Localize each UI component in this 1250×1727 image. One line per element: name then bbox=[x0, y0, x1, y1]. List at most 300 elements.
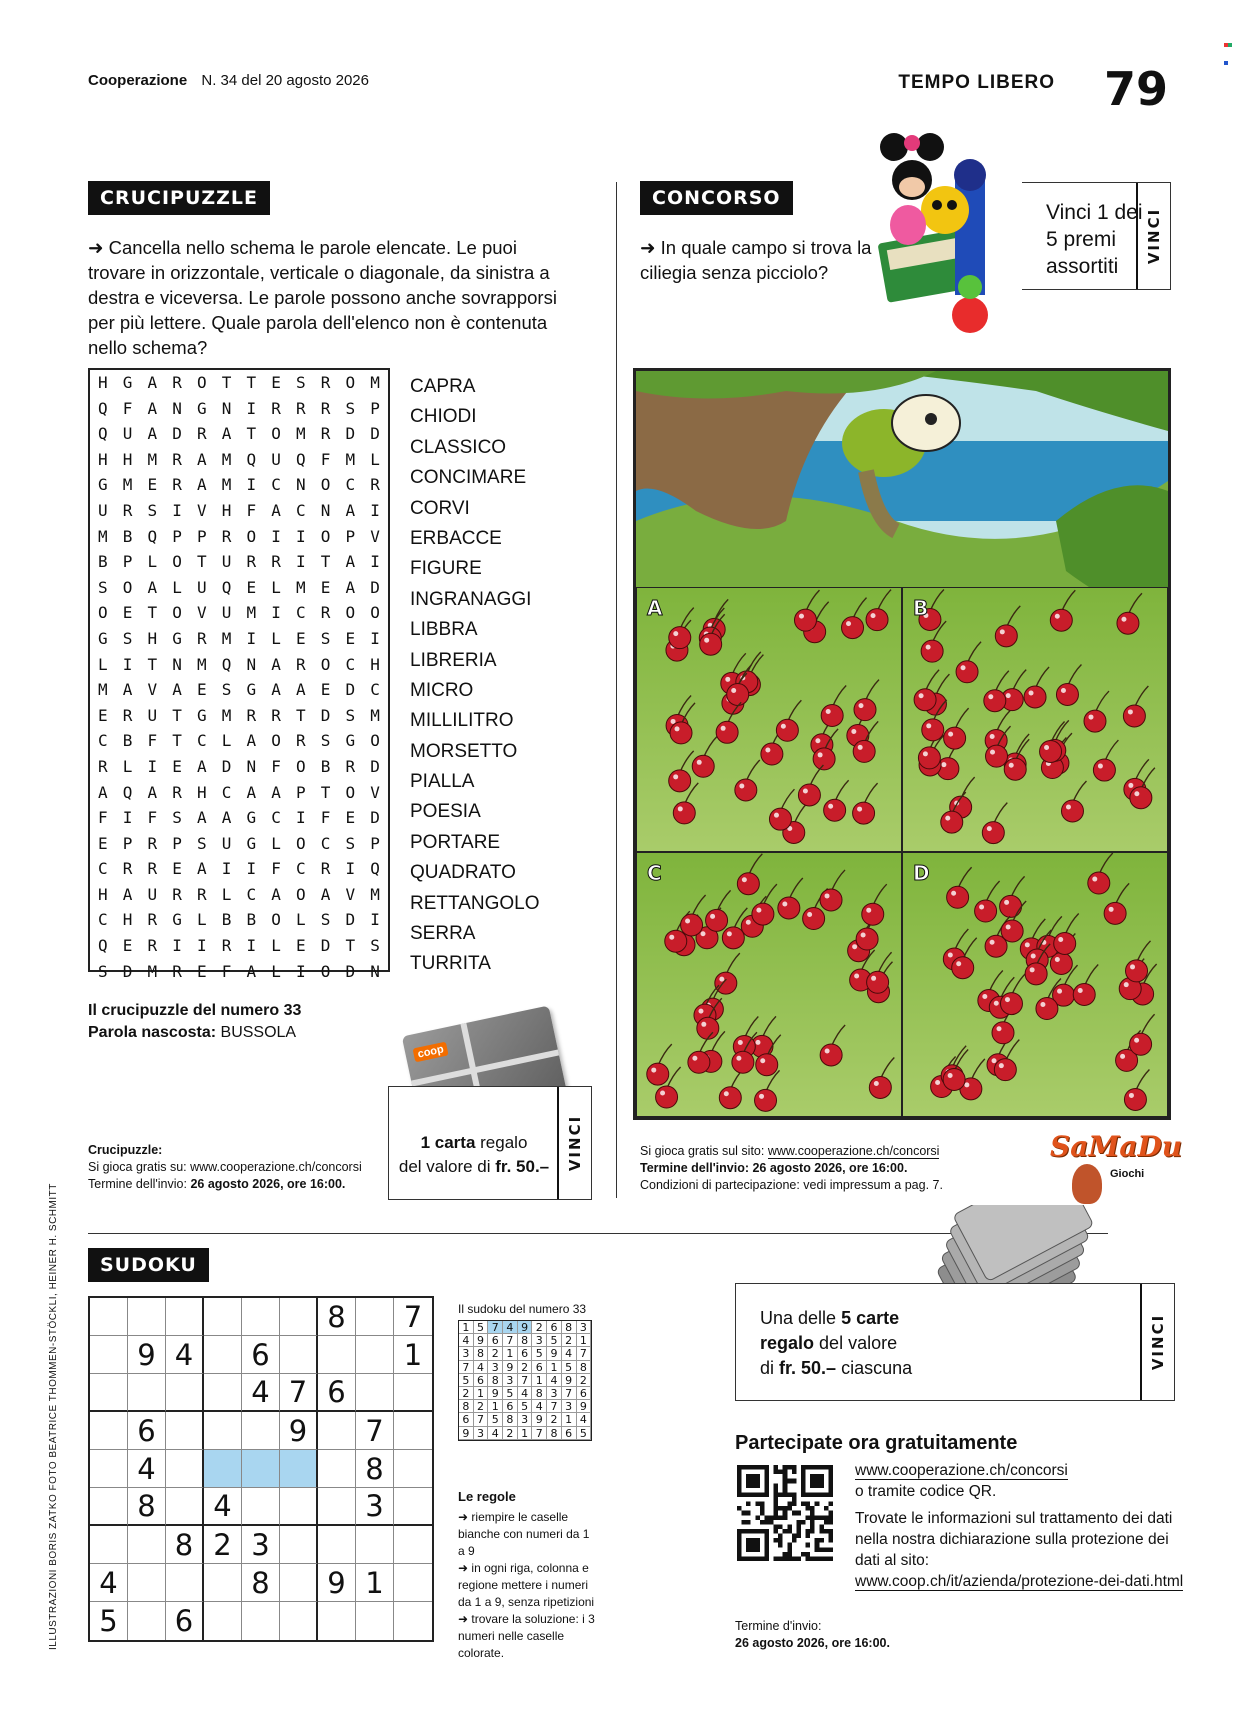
cherry bbox=[706, 909, 728, 931]
grid-letter: A bbox=[345, 552, 356, 572]
word-item: INGRANAGGI bbox=[410, 588, 532, 610]
grid-letter: V bbox=[370, 782, 380, 802]
cherry bbox=[719, 1087, 741, 1109]
grid-letter: T bbox=[320, 552, 331, 572]
sudoku-cell[interactable]: 4 bbox=[242, 1374, 280, 1412]
grid-letter: T bbox=[296, 705, 306, 725]
grid-letter: S bbox=[221, 680, 232, 700]
grid-letter: T bbox=[320, 782, 331, 802]
grid-letter: R bbox=[122, 859, 133, 879]
word-item: CAPRA bbox=[410, 376, 476, 397]
sudoku-cell[interactable] bbox=[204, 1602, 242, 1640]
grid-letter: N bbox=[172, 654, 182, 674]
grid-letter: E bbox=[147, 475, 158, 495]
sudoku-cell[interactable] bbox=[394, 1488, 432, 1526]
sudoku-cell[interactable] bbox=[280, 1298, 318, 1336]
previous-sudoku-cell: 2 bbox=[503, 1427, 518, 1440]
grid-letter: O bbox=[197, 373, 207, 392]
grid-letter: D bbox=[345, 680, 356, 700]
grid-row bbox=[90, 498, 388, 524]
sudoku-cell[interactable] bbox=[166, 1298, 204, 1336]
grid-letter: O bbox=[271, 424, 281, 444]
crucipuzzle-instruction bbox=[88, 235, 558, 360]
grid-letter: U bbox=[221, 603, 232, 623]
sudoku-cell[interactable]: 7 bbox=[356, 1412, 394, 1450]
sudoku-cell[interactable] bbox=[356, 1374, 394, 1412]
grid-letter: S bbox=[345, 705, 356, 725]
grid-letter: R bbox=[197, 884, 207, 904]
sudoku-cell[interactable] bbox=[128, 1374, 166, 1412]
grid-letter: O bbox=[320, 654, 331, 674]
grid-letter: A bbox=[197, 859, 207, 879]
grid-letter: Q bbox=[147, 526, 158, 546]
grid-letter: I bbox=[370, 552, 380, 572]
grid-letter: E bbox=[320, 680, 331, 700]
sudoku-cell[interactable]: 8 bbox=[166, 1526, 204, 1564]
previous-sudoku-cell: 1 bbox=[474, 1387, 489, 1400]
grid-letter: D bbox=[345, 961, 356, 981]
card-brand: coop bbox=[412, 1042, 448, 1063]
grid-letter: P bbox=[172, 526, 182, 546]
grid-letter: R bbox=[246, 705, 257, 725]
cherry bbox=[716, 721, 738, 743]
previous-sudoku-cell: 8 bbox=[532, 1387, 547, 1400]
grid-letter: V bbox=[147, 680, 158, 700]
sudoku-cell[interactable] bbox=[166, 1564, 204, 1602]
grid-letter: I bbox=[122, 808, 133, 828]
grid-letter: A bbox=[98, 782, 108, 802]
sudoku-cell[interactable] bbox=[280, 1336, 318, 1374]
previous-sudoku-cell: 3 bbox=[474, 1427, 489, 1440]
sudoku-cell[interactable]: 6 bbox=[242, 1336, 280, 1374]
sudoku-cell[interactable]: 8 bbox=[318, 1298, 356, 1336]
grid-letter: T bbox=[345, 936, 356, 956]
previous-sudoku-cell: 5 bbox=[459, 1374, 474, 1387]
grid-letter: U bbox=[147, 884, 158, 904]
word-item: CHIODI bbox=[410, 406, 477, 428]
grid-letter: C bbox=[271, 475, 281, 495]
grid-letter: L bbox=[271, 961, 281, 981]
word-item: CLASSICO bbox=[410, 436, 507, 458]
sudoku-cell[interactable]: 1 bbox=[394, 1336, 432, 1374]
grid-letter: R bbox=[147, 910, 158, 930]
grid-letter: M bbox=[197, 654, 207, 674]
sudoku-cell[interactable] bbox=[90, 1450, 128, 1488]
sudoku-cell[interactable] bbox=[166, 1450, 204, 1488]
sudoku-cell[interactable] bbox=[356, 1526, 394, 1564]
sudoku-cell[interactable]: 3 bbox=[242, 1526, 280, 1564]
sudoku-cell[interactable] bbox=[204, 1450, 242, 1488]
grid-letter: E bbox=[271, 373, 281, 392]
previous-sudoku-cell: 7 bbox=[547, 1400, 562, 1413]
grid-letter: B bbox=[246, 910, 257, 930]
cherry bbox=[803, 908, 825, 930]
participate-link[interactable]: www.cooperazione.ch/concorsi bbox=[855, 1462, 1068, 1479]
grid-letter: O bbox=[172, 603, 182, 623]
grid-letter: I bbox=[296, 526, 306, 546]
sudoku-cell[interactable]: 4 bbox=[90, 1564, 128, 1602]
sudoku-cell[interactable] bbox=[242, 1450, 280, 1488]
word-item: RETTANGOLO bbox=[410, 892, 540, 914]
grid-letter: R bbox=[172, 475, 182, 495]
sudoku-cell[interactable]: 6 bbox=[128, 1412, 166, 1450]
cherry bbox=[984, 690, 1006, 712]
grid-letter: L bbox=[197, 910, 207, 930]
cherry bbox=[1036, 998, 1058, 1020]
sudoku-cell[interactable] bbox=[204, 1374, 242, 1412]
sudoku-cell[interactable] bbox=[242, 1602, 280, 1640]
sudoku-cell[interactable]: 9 bbox=[280, 1412, 318, 1450]
cherry bbox=[656, 1086, 678, 1108]
cherry-panel-a[interactable] bbox=[636, 587, 902, 852]
cherry-panel-d[interactable] bbox=[902, 852, 1168, 1117]
sudoku-cell[interactable] bbox=[318, 1412, 356, 1450]
previous-sudoku-cell: 6 bbox=[547, 1321, 562, 1334]
crucipuzzle-footer bbox=[88, 1142, 362, 1193]
grid-letter: I bbox=[296, 552, 306, 572]
grid-letter: L bbox=[271, 936, 281, 956]
concorsi-link[interactable]: www.cooperazione.ch/concorsi bbox=[767, 1144, 940, 1158]
grid-letter: T bbox=[172, 731, 182, 751]
cherry bbox=[853, 802, 875, 824]
grid-letter: S bbox=[320, 628, 331, 648]
footer-link-line: Si gioca gratis su: www.cooperazione.ch/concorsi bbox=[88, 1160, 362, 1174]
sudoku-cell[interactable] bbox=[280, 1450, 318, 1488]
grid-letter: E bbox=[296, 628, 306, 648]
cherry bbox=[813, 748, 835, 770]
grid-letter: F bbox=[271, 756, 281, 776]
grid-row bbox=[90, 907, 388, 933]
grid-letter: E bbox=[172, 859, 182, 879]
grid-letter: L bbox=[221, 884, 232, 904]
sudoku-cell[interactable] bbox=[128, 1564, 166, 1602]
grid-letter: M bbox=[98, 526, 108, 546]
sudoku-cell[interactable]: 4 bbox=[166, 1336, 204, 1374]
sudoku-cell[interactable]: 4 bbox=[128, 1450, 166, 1488]
sudoku-cell[interactable] bbox=[128, 1602, 166, 1640]
cherry-illustration bbox=[633, 368, 1171, 1120]
previous-sudoku-cell: 5 bbox=[532, 1347, 547, 1360]
grid-letter: D bbox=[370, 577, 380, 597]
previous-sudoku-cell: 8 bbox=[488, 1374, 503, 1387]
cherry bbox=[1088, 872, 1110, 894]
sudoku-cell[interactable] bbox=[394, 1374, 432, 1412]
sudoku-cell[interactable]: 8 bbox=[128, 1488, 166, 1526]
cherry bbox=[947, 886, 969, 908]
grid-letter: N bbox=[246, 654, 257, 674]
previous-sudoku-cell: 6 bbox=[562, 1427, 577, 1440]
grid-letter: S bbox=[172, 808, 182, 828]
previous-sudoku-cell: 3 bbox=[562, 1400, 577, 1413]
sudoku-cell[interactable] bbox=[166, 1374, 204, 1412]
grid-row bbox=[90, 524, 388, 550]
sudoku-cell[interactable]: 5 bbox=[90, 1602, 128, 1640]
sudoku-cell[interactable] bbox=[318, 1602, 356, 1640]
grid-letter: U bbox=[98, 500, 108, 520]
grid-letter: C bbox=[296, 859, 306, 879]
cherry bbox=[756, 1054, 778, 1076]
cherry bbox=[697, 1017, 719, 1039]
grid-letter: R bbox=[147, 936, 158, 956]
grid-letter: A bbox=[197, 475, 207, 495]
sudoku-cell[interactable]: 9 bbox=[318, 1564, 356, 1602]
grid-letter: G bbox=[246, 808, 257, 828]
grid-letter: A bbox=[147, 424, 158, 444]
grid-row bbox=[90, 370, 388, 396]
grid-letter: O bbox=[296, 756, 306, 776]
vinci-badge: VINCI bbox=[1140, 1284, 1174, 1400]
grid-letter: M bbox=[345, 449, 356, 469]
sudoku-cell[interactable] bbox=[204, 1336, 242, 1374]
crucipuzzle-tag: CRUCIPUZZLE bbox=[88, 181, 270, 215]
grid-letter: C bbox=[98, 731, 108, 751]
previous-sudoku-cell: 9 bbox=[532, 1413, 547, 1426]
grid-letter: N bbox=[221, 398, 232, 418]
previous-sudoku-cell: 4 bbox=[532, 1400, 547, 1413]
sudoku-cell[interactable]: 2 bbox=[204, 1526, 242, 1564]
sudoku-cell[interactable] bbox=[90, 1374, 128, 1412]
grid-letter: O bbox=[370, 731, 380, 751]
sudoku-cell[interactable]: 6 bbox=[318, 1374, 356, 1412]
deadline-value: 26 agosto 2026, ore 16:00. bbox=[735, 1636, 890, 1650]
previous-sudoku-cell: 7 bbox=[518, 1374, 533, 1387]
grid-letter: P bbox=[172, 833, 182, 853]
grid-letter: R bbox=[345, 756, 356, 776]
sudoku-cell[interactable] bbox=[280, 1488, 318, 1526]
sudoku-cell[interactable]: 9 bbox=[128, 1336, 166, 1374]
sudoku-cell[interactable] bbox=[204, 1298, 242, 1336]
grid-letter: A bbox=[122, 884, 133, 904]
grid-letter: C bbox=[345, 654, 356, 674]
section-title: TEMPO LIBERO bbox=[898, 72, 1055, 93]
cherry bbox=[669, 770, 691, 792]
word-grid bbox=[88, 368, 390, 981]
grid-letter: A bbox=[345, 500, 356, 520]
logo-sub: Giochi bbox=[1110, 1168, 1145, 1180]
footer-site-label: Si gioca gratis sul sito: bbox=[640, 1144, 765, 1158]
sudoku-cell[interactable] bbox=[394, 1526, 432, 1564]
sudoku-cell[interactable]: 7 bbox=[280, 1374, 318, 1412]
grid-letter: R bbox=[296, 654, 306, 674]
grid-letter: G bbox=[122, 373, 133, 392]
sudoku-cell[interactable]: 4 bbox=[204, 1488, 242, 1526]
grid-letter: P bbox=[197, 526, 207, 546]
grid-letter: R bbox=[122, 500, 133, 520]
sudoku-cell[interactable]: 8 bbox=[242, 1564, 280, 1602]
grid-letter: F bbox=[147, 731, 158, 751]
sudoku-cell[interactable]: 1 bbox=[356, 1564, 394, 1602]
previous-sudoku-cell: 6 bbox=[518, 1347, 533, 1360]
sudoku-cell[interactable] bbox=[318, 1450, 356, 1488]
sudoku-cell[interactable]: 3 bbox=[356, 1488, 394, 1526]
sudoku-cell[interactable] bbox=[128, 1526, 166, 1564]
sudoku-cell[interactable] bbox=[242, 1412, 280, 1450]
grid-letter: O bbox=[370, 603, 380, 623]
sudoku-cell[interactable] bbox=[90, 1298, 128, 1336]
grid-letter: G bbox=[98, 475, 108, 495]
grid-letter: A bbox=[172, 680, 182, 700]
word-item: FIGURE bbox=[410, 558, 482, 580]
sudoku-cell[interactable] bbox=[90, 1526, 128, 1564]
sudoku-cell[interactable] bbox=[318, 1336, 356, 1374]
sudoku-cell[interactable] bbox=[394, 1602, 432, 1640]
sudoku-cell[interactable] bbox=[280, 1564, 318, 1602]
grid-letter: R bbox=[370, 475, 380, 495]
toys-prize-image bbox=[870, 125, 1020, 355]
sudoku-cell[interactable] bbox=[318, 1488, 356, 1526]
grid-letter: I bbox=[122, 654, 133, 674]
grid-letter: D bbox=[345, 910, 356, 930]
prize-line-3: assortiti bbox=[1046, 255, 1119, 278]
grid-row bbox=[90, 472, 388, 498]
grid-letter: U bbox=[221, 552, 232, 572]
grid-letter: A bbox=[246, 782, 257, 802]
sudoku-cell[interactable] bbox=[318, 1526, 356, 1564]
question-text: In quale campo si trova la ciliegia senza picciolo? bbox=[640, 237, 872, 283]
mascot-icon bbox=[1072, 1164, 1102, 1204]
footer-deadline: 26 agosto 2026, ore 16:00. bbox=[190, 1177, 346, 1191]
grid-row bbox=[90, 626, 388, 652]
sudoku-cell[interactable] bbox=[356, 1602, 394, 1640]
logo-text: SaMaDu bbox=[1050, 1130, 1183, 1163]
cherry bbox=[921, 640, 943, 662]
grid-letter: G bbox=[197, 398, 207, 418]
prize-value: fr. 50.– bbox=[495, 1157, 550, 1176]
grid-letter: E bbox=[320, 577, 331, 597]
cherry bbox=[956, 661, 978, 683]
sudoku-cell[interactable]: 7 bbox=[394, 1298, 432, 1336]
grid-letter: V bbox=[370, 526, 380, 546]
grid-letter: U bbox=[271, 449, 281, 469]
grid-row bbox=[90, 856, 388, 882]
previous-sudoku-cell: 1 bbox=[577, 1334, 592, 1347]
arrow-icon: ➜ bbox=[640, 237, 656, 258]
cherry-panel-c[interactable] bbox=[636, 852, 902, 1117]
sudoku-cell[interactable] bbox=[242, 1298, 280, 1336]
grid-letter: L bbox=[271, 628, 281, 648]
cherry bbox=[853, 740, 875, 762]
grid-letter: I bbox=[246, 628, 257, 648]
grid-letter: C bbox=[296, 500, 306, 520]
grid-letter: E bbox=[122, 603, 133, 623]
grid-letter: F bbox=[320, 449, 331, 469]
grid-letter: H bbox=[122, 449, 133, 469]
grid-letter: D bbox=[320, 936, 331, 956]
sudoku-cell[interactable] bbox=[90, 1488, 128, 1526]
privacy-link[interactable]: www.coop.ch/it/azienda/protezione-dei-dati.html bbox=[855, 1573, 1184, 1590]
cherry bbox=[673, 802, 695, 824]
cherry bbox=[737, 873, 759, 895]
sudoku-cell[interactable] bbox=[166, 1412, 204, 1450]
grid-letter: V bbox=[345, 884, 356, 904]
sudoku-prize-box bbox=[735, 1283, 1175, 1401]
qr-code-icon[interactable] bbox=[737, 1465, 833, 1561]
grid-letter: I bbox=[370, 500, 380, 520]
grid-letter: L bbox=[221, 731, 232, 751]
footer-conditions: Condizioni di partecipazione: vedi impressum a pag. 7. bbox=[640, 1178, 943, 1192]
cherry bbox=[647, 1063, 669, 1085]
cherry-panel-b[interactable] bbox=[902, 587, 1168, 852]
sudoku-cell[interactable] bbox=[356, 1298, 394, 1336]
grid-letter: S bbox=[147, 500, 158, 520]
previous-sudoku-cell: 7 bbox=[459, 1361, 474, 1374]
grid-letter: M bbox=[221, 628, 232, 648]
sudoku-cell[interactable]: 8 bbox=[356, 1450, 394, 1488]
sudoku-cell[interactable] bbox=[394, 1412, 432, 1450]
previous-sudoku-cell: 9 bbox=[488, 1387, 503, 1400]
sudoku-cell[interactable] bbox=[280, 1602, 318, 1640]
cherry bbox=[752, 903, 774, 925]
previous-sudoku-title: Il sudoku del numero 33 bbox=[458, 1302, 587, 1316]
grid-letter: S bbox=[197, 833, 207, 853]
grid-letter: S bbox=[98, 577, 108, 597]
previous-sudoku-cell: 3 bbox=[459, 1347, 474, 1360]
grid-letter: D bbox=[345, 424, 356, 444]
sudoku-cell[interactable] bbox=[90, 1412, 128, 1450]
grid-letter: C bbox=[296, 603, 306, 623]
sudoku-cell[interactable] bbox=[166, 1488, 204, 1526]
sudoku-cell[interactable] bbox=[394, 1450, 432, 1488]
previous-sudoku-cell: 2 bbox=[474, 1400, 489, 1413]
cherry bbox=[1084, 710, 1106, 732]
grid-letter: L bbox=[271, 577, 281, 597]
sudoku-cell[interactable] bbox=[394, 1564, 432, 1602]
sudoku-cell[interactable] bbox=[90, 1336, 128, 1374]
cherry bbox=[755, 1089, 777, 1111]
cherry bbox=[665, 930, 687, 952]
grid-letter: S bbox=[345, 398, 356, 418]
word-item: LIBBRA bbox=[410, 619, 478, 641]
grid-letter: F bbox=[221, 961, 232, 981]
grid-letter: C bbox=[246, 884, 257, 904]
sudoku-cell[interactable] bbox=[356, 1336, 394, 1374]
cherry bbox=[821, 705, 843, 727]
grid-letter: M bbox=[221, 475, 232, 495]
word-item: ERBACCE bbox=[410, 527, 502, 549]
grid-letter: O bbox=[296, 833, 306, 853]
sudoku-cell[interactable] bbox=[128, 1298, 166, 1336]
footer-deadline: Termine dell'invio: 26 agosto 2026, ore 16:00. bbox=[640, 1161, 908, 1175]
previous-sudoku-cell: 7 bbox=[562, 1387, 577, 1400]
grid-letter: I bbox=[370, 628, 380, 648]
grid-row bbox=[90, 652, 388, 678]
grid-letter: P bbox=[122, 552, 133, 572]
grid-letter: O bbox=[246, 526, 257, 546]
sudoku-cell[interactable] bbox=[242, 1488, 280, 1526]
previous-sudoku-cell: 4 bbox=[459, 1334, 474, 1347]
grid-letter: T bbox=[147, 603, 158, 623]
sudoku-cell[interactable] bbox=[204, 1412, 242, 1450]
grid-letter: M bbox=[147, 449, 158, 469]
previous-sudoku-cell: 4 bbox=[488, 1427, 503, 1440]
prize-card-word: regalo bbox=[480, 1133, 528, 1152]
previous-sudoku-cell: 8 bbox=[459, 1400, 474, 1413]
previous-sudoku-cell: 3 bbox=[503, 1374, 518, 1387]
sudoku-cell[interactable] bbox=[204, 1564, 242, 1602]
cherry bbox=[1050, 609, 1072, 631]
sudoku-cell[interactable]: 6 bbox=[166, 1602, 204, 1640]
previous-sudoku-cell: 3 bbox=[547, 1387, 562, 1400]
grid-letter: D bbox=[370, 424, 380, 444]
grid-letter: R bbox=[221, 526, 232, 546]
cherry bbox=[862, 903, 884, 925]
grid-letter: I bbox=[172, 936, 182, 956]
grid-letter: C bbox=[370, 680, 380, 700]
previous-sudoku-cell: 3 bbox=[577, 1321, 592, 1334]
sudoku-cell[interactable] bbox=[280, 1526, 318, 1564]
word-item: PORTARE bbox=[410, 831, 501, 853]
grid-letter: T bbox=[147, 654, 158, 674]
